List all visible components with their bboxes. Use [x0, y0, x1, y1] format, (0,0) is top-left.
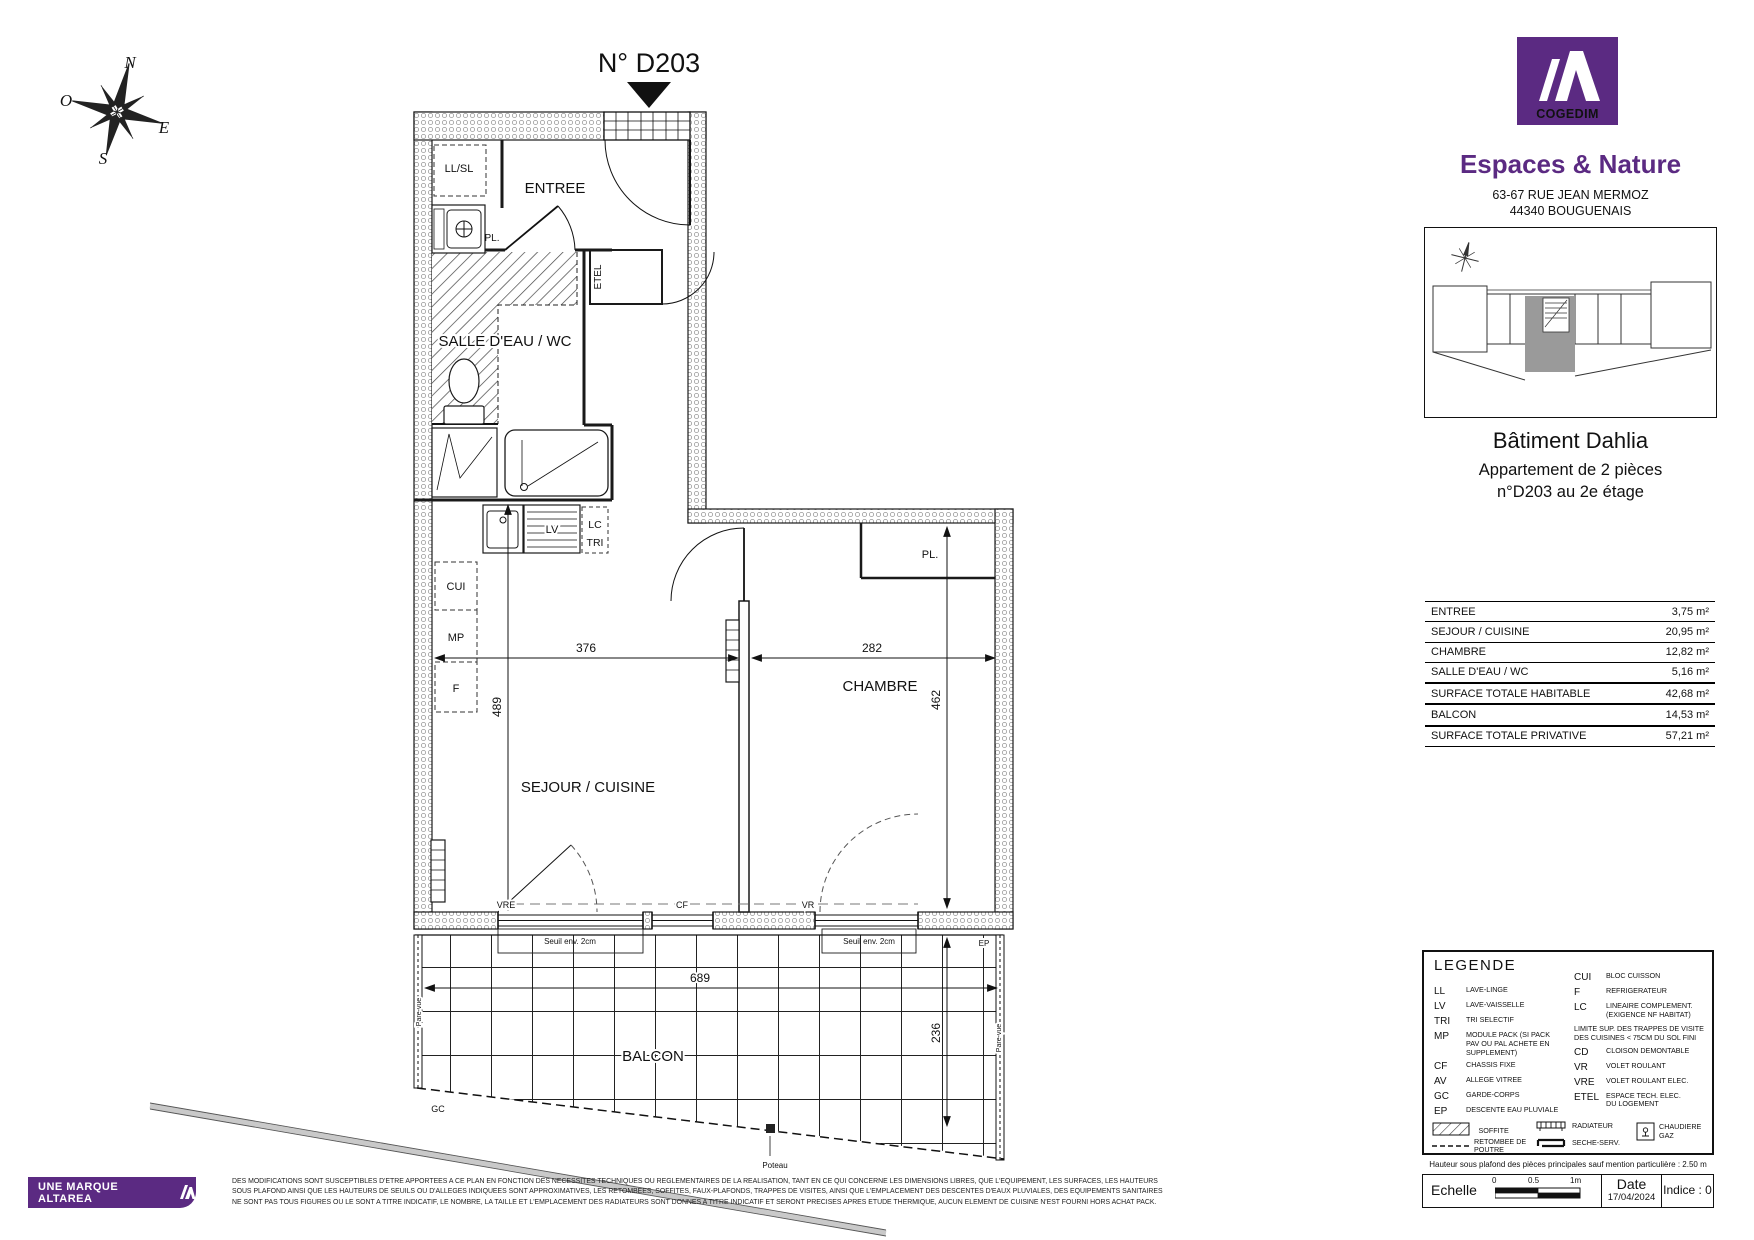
- legend-chaudiere-symbol: [1636, 1122, 1715, 1141]
- label-lv: LV: [545, 524, 559, 536]
- legend-def: VOLET ROULANT: [1606, 1060, 1666, 1070]
- dim-282: 282: [861, 641, 883, 655]
- disclaimer-text: [232, 1177, 1242, 1208]
- legend-item: [1574, 1062, 1708, 1073]
- legend-abbr: ETEL: [1574, 1091, 1600, 1103]
- legend-def: TRI SELECTIF: [1466, 1015, 1514, 1024]
- scale-tick-1m: 1m: [1570, 1176, 1582, 1185]
- legend-soffite-symbol: [1432, 1120, 1509, 1138]
- partition-sejour-chambre: [739, 601, 749, 912]
- date-value: 17/04/2024: [1607, 1192, 1656, 1203]
- label-ll-sl: LL/SL: [444, 163, 474, 175]
- legend-abbr: F: [1574, 987, 1581, 998]
- legend-def: LAVE-VAISSELLE: [1466, 1000, 1525, 1009]
- row-value: 5,16 m²: [1671, 666, 1709, 679]
- altarea-brand-badge: [28, 1177, 196, 1208]
- label-mp: MP: [447, 632, 465, 644]
- legend-note: LIMITE SUP. DES TRAPPES DE VISITE DES CUISINES < 75CM DU SOL FINI: [1574, 1023, 1704, 1042]
- address-line1: 63-67 RUE JEAN MERMOZ: [1492, 188, 1649, 202]
- label-cf: CF: [676, 900, 688, 910]
- legend-radiateur-symbol: [1534, 1120, 1613, 1133]
- legend-def: LINEAIRE COMPLEMENT. (EXIGENCE NF HABITAT): [1606, 1001, 1693, 1019]
- legend-soffite-label: SOFFITE: [1478, 1126, 1509, 1135]
- legend-item: [1574, 1002, 1708, 1020]
- label-vr: VR: [801, 900, 815, 910]
- legend-item: [1434, 1076, 1568, 1087]
- entrance-arrow-icon: [627, 82, 671, 108]
- label-pare-vue-right: Pare-vue: [996, 1023, 1003, 1053]
- scale-bar: [1495, 1187, 1581, 1200]
- mini-compass-icon: [1448, 239, 1482, 275]
- soffite-hatch-icon: [1433, 1123, 1469, 1135]
- room-label-balcon: BALCON: [622, 1048, 684, 1065]
- row-value: 57,21 m²: [1665, 730, 1709, 743]
- legend-item: [1574, 987, 1708, 998]
- row-label: SALLE D'EAU / WC: [1431, 666, 1529, 679]
- dim-689: 689: [689, 971, 711, 985]
- scale-tick-0: 0: [1492, 1176, 1497, 1185]
- compass-north-label: N: [124, 53, 136, 72]
- windows: [498, 814, 918, 953]
- label-fridge: F: [452, 683, 460, 695]
- table-row: [1425, 601, 1715, 621]
- scale-cell: [1423, 1175, 1602, 1207]
- apartment-floor: n°D203 au 2e étage: [1497, 483, 1644, 502]
- poteau-post: [766, 1124, 775, 1156]
- legend-radiateur-label: RADIATEUR: [1572, 1121, 1613, 1131]
- legend-def: LAVE-LINGE: [1466, 985, 1508, 994]
- legend-def: ESPACE TECH. ELEC. DU LOGEMENT: [1606, 1090, 1681, 1109]
- legend-item: [1574, 1092, 1708, 1110]
- chaudiere-icon: [1637, 1123, 1654, 1140]
- ceiling-height-note: Hauteur sous plafond des pièces principales sauf mention particulière : 2.50 m: [1429, 1160, 1707, 1169]
- date-cell: [1602, 1175, 1662, 1207]
- residence-name: Espaces & Nature: [1459, 149, 1682, 179]
- label-gc: GC: [431, 1104, 445, 1114]
- legend-def: CHASSIS FIXE: [1466, 1060, 1516, 1070]
- legend-item: [1434, 1031, 1568, 1057]
- disclaimer-line2: SOUS PLAFOND AINSI QUE LES HAUTEURS DE SEUILS OU D'ALLEGES INDIQUEES SONT APPROXIMATIVES, LES RETOMBEES, SOFFITES, FAUX-PLAFONDS, TRAPPES DE VISITES, AINSI QUE L'EMPLACEMENT DES DESCENTES D'EAUX PLUVIALES, DES EQUIPEMENTS SANITAIRES: [232, 1188, 1163, 1196]
- legend-abbr: CD: [1574, 1046, 1589, 1058]
- label-pare-vue-left: Pare-vue: [416, 997, 423, 1027]
- washbasin-vanity: [432, 205, 485, 253]
- disclaimer-line3: NE SONT PAS TOUS FIGURES OU LE SONT A TITRE INDICATIF, LE NOMBRE, LA TAILLE ET L'EMPLACEMENT DES RADIATEURS SONT DONNES A TITRE INDICATIF ET SERONT PRECISES APRES ETUDE THERMIQUE, AUCUN ELEMENT DE CUISINE N'EST FOURNI HORS ACHAT PACK.: [232, 1198, 1157, 1206]
- label-cui: CUI: [446, 581, 466, 593]
- row-label: CHAMBRE: [1431, 646, 1487, 659]
- row-label: SEJOUR / CUISINE: [1431, 625, 1530, 638]
- room-label-chambre: CHAMBRE: [842, 678, 918, 695]
- legend-def: BLOC CUISSON: [1606, 971, 1661, 980]
- legend-retombee-symbol: [1432, 1138, 1532, 1155]
- legend-chaudiere-label: CHAUDIERE GAZ: [1659, 1122, 1702, 1140]
- cogedim-logo-text: COGEDIM: [1536, 107, 1599, 121]
- row-value: 14,53 m²: [1665, 709, 1709, 722]
- bathroom-door: [505, 206, 575, 250]
- legend-item: [1434, 1091, 1568, 1102]
- row-label: BALCON: [1431, 709, 1477, 722]
- radiator-sejour-icon: [726, 620, 739, 682]
- legend-def: CLOISON DEMONTABLE: [1606, 1045, 1690, 1055]
- date-label: Date: [1616, 1176, 1647, 1192]
- dim-489: 489: [490, 696, 504, 718]
- legend-def: MODULE PACK (SI PACK PAV OU PAL ACHETE EN SUPPLEMENT): [1466, 1030, 1551, 1057]
- table-row: [1425, 621, 1715, 641]
- legend-item: [1434, 1001, 1568, 1012]
- legend-abbr: GC: [1434, 1091, 1449, 1103]
- legend-abbr: CF: [1434, 1061, 1448, 1073]
- label-poteau: Poteau: [762, 1161, 788, 1170]
- label-tri: TRI: [586, 537, 604, 549]
- compass-west-label: O: [59, 91, 73, 110]
- legend-def: DESCENTE EAU PLUVIALE: [1466, 1105, 1559, 1115]
- label-vre: VRE: [496, 900, 516, 910]
- table-row: [1425, 642, 1715, 662]
- legend-item: [1574, 1077, 1708, 1088]
- entrance-door: [604, 112, 690, 225]
- legend-column-right: [1574, 972, 1708, 1113]
- legend-item: [1434, 1061, 1568, 1072]
- legend-abbr: AV: [1434, 1076, 1447, 1088]
- compass-rose-icon: [60, 52, 174, 168]
- legend-abbr: MP: [1434, 1031, 1449, 1042]
- legend-abbr: EP: [1434, 1106, 1448, 1118]
- radiator-wall-icon: [431, 840, 445, 902]
- legend-item: [1574, 1047, 1708, 1058]
- label-lc: LC: [588, 519, 602, 531]
- label-ep: EP: [978, 939, 990, 948]
- seche-serviette-icon: [1538, 1140, 1564, 1146]
- legend-box: [1422, 950, 1714, 1155]
- table-row-total-habitable: [1425, 682, 1715, 703]
- legend-item: [1434, 1016, 1568, 1027]
- legend-abbr: VRE: [1574, 1076, 1595, 1088]
- scale-tick-05: 0.5: [1528, 1176, 1540, 1185]
- dim-376: 376: [575, 641, 597, 655]
- legend-def: REFRIGERATEUR: [1606, 986, 1667, 995]
- compass-east-label: E: [158, 118, 170, 137]
- label-pl-entree: PL.: [484, 233, 500, 244]
- room-label-sejour: SEJOUR / CUISINE: [520, 779, 656, 796]
- label-pl-chambre: PL.: [921, 549, 939, 561]
- label-seuil-sejour: Seuil env. 2cm: [544, 937, 596, 946]
- legend-item: [1574, 972, 1708, 983]
- surface-table: [1425, 601, 1715, 747]
- dim-462: 462: [929, 689, 943, 711]
- table-row-total-privative: [1425, 725, 1715, 746]
- legend-retombee-label: RETOMBEE DE POUTRE: [1474, 1137, 1527, 1155]
- legend-column-left: [1434, 986, 1568, 1121]
- legend-def: VOLET ROULANT ELEC.: [1606, 1075, 1689, 1085]
- legend-title: LEGENDE: [1434, 957, 1517, 974]
- address-line2: 44340 BOUGUENAIS: [1509, 203, 1632, 218]
- row-label: ENTREE: [1431, 605, 1476, 618]
- room-label-entree: ENTREE: [524, 180, 586, 197]
- apartment-type: Appartement de 2 pièces: [1478, 461, 1663, 479]
- table-row: [1425, 703, 1715, 724]
- legend-abbr: TRI: [1434, 1016, 1451, 1027]
- legend-abbr: LC: [1574, 1002, 1587, 1013]
- shower-tray: [505, 430, 608, 496]
- row-value: 12,82 m²: [1665, 646, 1709, 659]
- altarea-brand-label: UNE MARQUE ALTAREA: [38, 1180, 119, 1205]
- legend-abbr: LV: [1434, 1001, 1446, 1012]
- legend-def: GARDE-CORPS: [1466, 1090, 1520, 1100]
- table-row: [1425, 662, 1715, 682]
- room-label-salle-eau: SALLE D'EAU / WC: [438, 333, 572, 350]
- dim-236: 236: [929, 1022, 943, 1044]
- altarea-logo-icon: [179, 1185, 196, 1200]
- row-value: 20,95 m²: [1665, 625, 1709, 638]
- row-value: 42,68 m²: [1665, 687, 1709, 700]
- row-label: SURFACE TOTALE HABITABLE: [1431, 687, 1591, 700]
- disclaimer-line1: DES MODIFICATIONS SONT SUSCEPTIBLES D'ETRE APPORTEES A CE PLAN EN FONCTION DES NECESSITES TECHNIQUES OU REGLEMENTAIRES DE LA REALISATION, TANT EN CE QUI CONCERNE LES DIMENSIONS LIBRES, QUE L'EQUIPEMENT, LES SURFACES, LES HAUTEURS: [232, 1178, 1158, 1185]
- chambre-door: [671, 528, 744, 601]
- legend-abbr: VR: [1574, 1061, 1588, 1073]
- compass-south-label: S: [98, 149, 108, 168]
- legend-def: ALLEGE VITREE: [1466, 1075, 1522, 1085]
- legend-item: [1434, 986, 1568, 997]
- row-value: 3,75 m²: [1671, 605, 1709, 618]
- building-name: Bâtiment Dahlia: [1492, 428, 1649, 453]
- label-seuil-chambre: Seuil env. 2cm: [843, 937, 895, 946]
- legend-abbr: CUI: [1574, 972, 1592, 983]
- apartment-number-title: N° D203: [597, 48, 701, 78]
- kitchen-sink: [483, 505, 523, 553]
- scale-label: Echelle: [1431, 1182, 1477, 1198]
- cogedim-logo: [1517, 37, 1618, 125]
- label-etel: ETEL: [593, 264, 604, 290]
- legend-seche-label: SECHE-SERV.: [1572, 1137, 1620, 1147]
- balcony-tile-grid: [417, 935, 1003, 1158]
- indice-cell: Indice : 0: [1663, 1183, 1712, 1197]
- legend-item: [1434, 1106, 1568, 1117]
- bathroom-cabinet: [432, 428, 497, 497]
- legend-abbr: LL: [1434, 986, 1446, 997]
- row-label: SURFACE TOTALE PRIVATIVE: [1431, 730, 1587, 743]
- site-key-plan: [1424, 227, 1717, 418]
- legend-seche-symbol: [1534, 1138, 1620, 1148]
- title-block: [1422, 1174, 1714, 1208]
